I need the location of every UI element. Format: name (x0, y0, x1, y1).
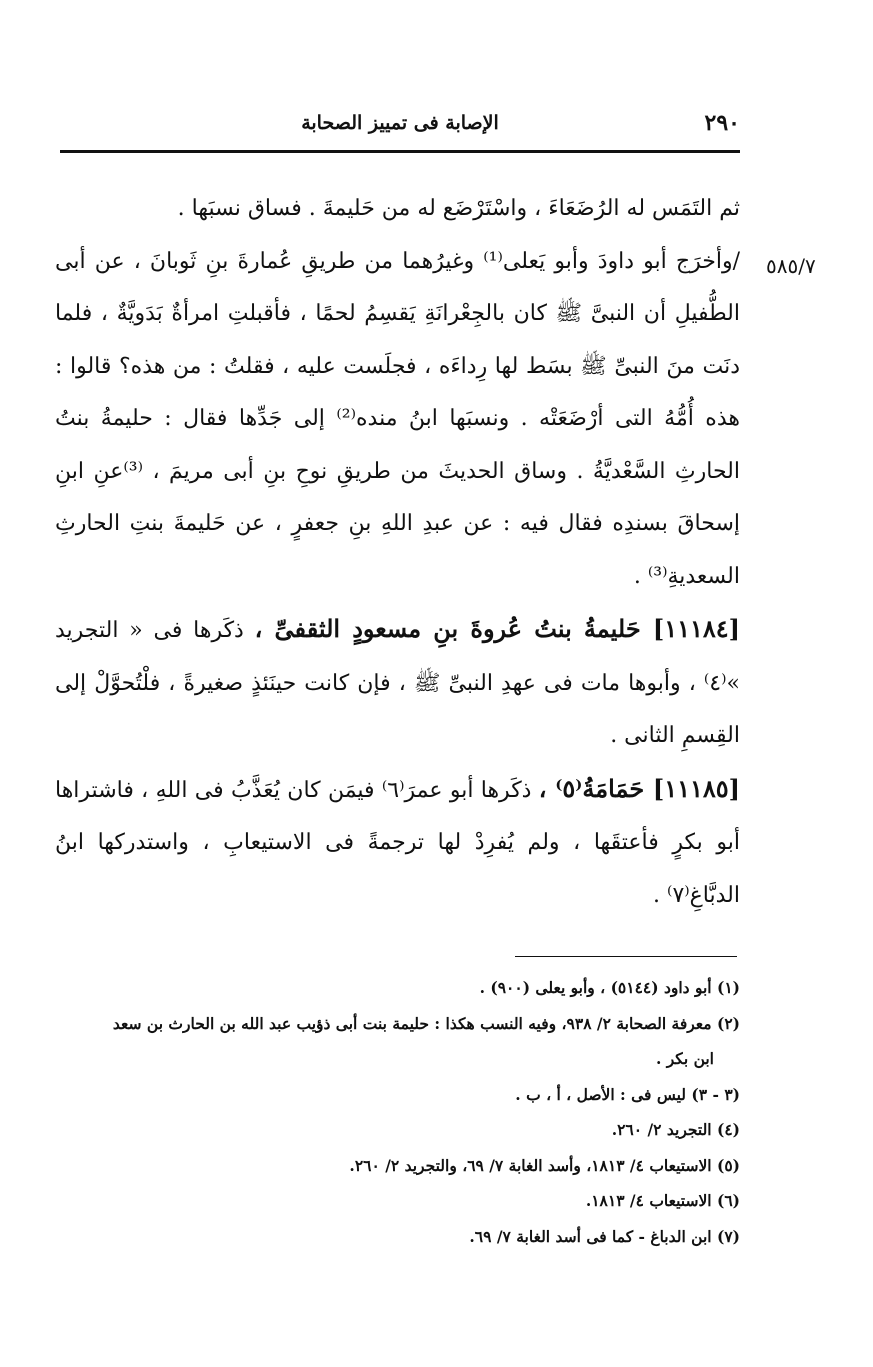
entry-11184-text: ذكَرها فى « التجريد »⁽٤⁾ ، وأبوها مات فى عهدِ النبىِّ ﷺ ، فإن كانت حينَئذٍ صغيرةً ، فلْتُحوَّلْ إلى القِسمِ الثانى . (55, 618, 740, 748)
running-title: الإصابة فى تمييز الصحابة (301, 112, 499, 134)
footnote-2-continued: ابن بكر . (655, 1049, 714, 1068)
footnote-3: (٣ - ٣) ليس فى : الأصل ، أ ، ب . (515, 1084, 740, 1104)
entry-11184 (55, 603, 740, 763)
paragraph-2: /وأخرَج أبو داودَ وأبو يَعلى⁽¹⁾ وغيرُهما من طريقِ عُمارةَ بنِ ثَوبانَ ، عن أبى الطُّفيلِ أن النبىَّ ﷺ كان بالجِعْرانَةِ يَقسِمُ لحمًا ، فأقبلتِ امرأةٌ بَدَويَّةٌ ، فلما دنَت منَ النبىِّ ﷺ بسَط لها رِداءَه ، فجلَست عليه ، فقلتُ : من هذه؟ قالوا : هذه أُمُّهُ التى أرْضَعَتْه . ونسبَها ابنُ منده⁽²⁾ إلى جَدِّها فقال : حليمةُ بنتُ الحارثِ السَّعْديَّةُ . وساق الحديثَ من طريقِ نوحِ بنِ أبى مريمَ ، ⁽³⁾عنِ ابنِ إسحاقَ بسندِه فقال فيه : عن عبدِ اللهِ بنِ جعفرٍ ، عن حَليمةَ بنتِ الحارثِ السعديةِ⁽³⁾ . (55, 248, 740, 589)
margin-reference: ٥٨٥/٧ (766, 254, 816, 278)
footnote-4: (٤) التجريد ٢/ ٢٦٠. (611, 1120, 740, 1139)
entry-11185 (55, 763, 740, 923)
entry-11184-heading: [١١١٨٤] حَليمةُ بنتُ عُروةَ بنِ مسعودٍ الثقفىِّ ، (254, 614, 740, 643)
entry-11185-text: ذكَرها أبو عمرَ⁽٦⁾ فيمَن كان يُعَذَّبُ فى اللهِ ، فاشتراها أبو بكرٍ فأعتقَها ، ولم يُفرِدْ لها ترجمةً فى الاستيعابِ ، واستدركها ابنُ الدبَّاغِ⁽٧⁾ . (55, 777, 740, 908)
footnotes (30, 970, 740, 1254)
main-text (55, 183, 740, 922)
footnote-2: (٢) معرفة الصحابة ٢/ ٩٣٨، وفيه النسب هكذا : حليمة بنت أبى ذؤيب عبد الله بن الحارث بن سعد (112, 1013, 740, 1033)
footnote-7: (٧) ابن الدباغ - كما فى أسد الغابة ٧/ ٦٩. (469, 1226, 740, 1246)
footnote-1: (١) أبو داود (٥١٤٤) ، وأبو يعلى (٩٠٠) . (479, 978, 740, 997)
paragraph-1: ثم التَمَس له الرُضَعَاءَ ، واسْتَرْضَع له من حَليمةَ . فساق نسبَها . (177, 196, 740, 221)
footnote-rule (515, 956, 737, 957)
footnote-5: (٥) الاستيعاب ٤/ ١٨١٣، وأسد الغابة ٧/ ٦٩، والتجريد ٢/ ٢٦٠. (349, 1155, 740, 1175)
footnote-6: (٦) الاستيعاب ٤/ ١٨١٣. (585, 1191, 740, 1210)
header-rule (60, 150, 740, 153)
page-number: ٢٩٠ (704, 110, 740, 136)
entry-11185-heading: [١١١٨٥] حَمَامَةُ⁽٥⁾ ، (538, 773, 741, 803)
page-header (60, 104, 740, 144)
